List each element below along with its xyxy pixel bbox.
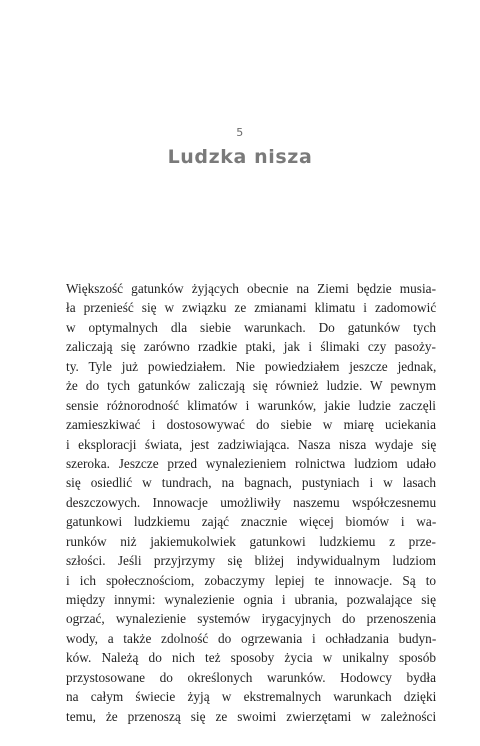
text-line: wody, a także zdolność do ogrzewania i ochładzania budyn- <box>66 630 437 646</box>
text-line: zamieszkiwać i dostosowywać do siebie w miarę uciekania <box>66 417 436 433</box>
text-line: ła przenieść się w związku ze zmianami klimatu i zadomowić <box>66 300 437 316</box>
text-line: sensie różnorodność klimatów i warunków, jakie ludzie zaczęli <box>66 397 436 413</box>
text-line: ogrzać, wynalezienie systemów irygacyjnych do przenoszenia <box>66 611 436 627</box>
text-line: zaliczają się zarówno rzadkie ptaki, jak i ślimaki czy pasoży- <box>66 339 436 355</box>
text-line: między innymi: wynalezienie ognia i ubrania, pozwalające się <box>66 592 436 607</box>
text-line: przystosowane do określonych warunków. Hodowcy bydła <box>66 669 436 685</box>
text-line: szłości. Jeśli przyjrzymy się bliżej indywidualnym ludziom <box>66 553 436 569</box>
body-text <box>66 279 436 726</box>
chapter-title: Ludzka nisza <box>167 146 313 168</box>
text-line: i eksploracji świata, jest zadziwiająca. Nasza nisza wydaje się <box>66 436 437 452</box>
text-line: na całym świecie żyją w ekstremalnych warunkach dzięki <box>66 689 437 705</box>
text-line: Większość gatunków żyjących obecnie na Ziemi będzie musia- <box>66 281 436 296</box>
text-line: w optymalnych dla siebie warunkach. Do gatunków tych <box>66 319 436 335</box>
text-line: temu, że przenoszą się ze swoimi zwierzętami w zależności <box>66 708 437 724</box>
text-line: szeroka. Jeszcze przed wynalezieniem rolnictwa ludziom udało <box>66 455 437 471</box>
text-line: ków. Należą do nich też sposoby życia w unikalny sposób <box>66 650 436 666</box>
text-line: że do tych gatunków zaliczają się również ludzie. W pewnym <box>66 378 437 394</box>
text-line: się osiedlić w tundrach, na bagnach, pustyniach i w lasach <box>66 475 436 491</box>
chapter-number: 5 <box>236 126 244 139</box>
text-line: runków niż jakiemukolwiek gatunkowi ludzkiemu z prze- <box>66 533 436 549</box>
text-line: ty. Tyle już powiedziałem. Nie powiedziałem jeszcze jednak, <box>66 358 437 374</box>
text-line: gatunkowi ludzkiemu zająć znacznie więcej biomów i wa- <box>66 514 437 530</box>
text-line: i ich społecznościom, zobaczymy lepiej te innowacje. Są to <box>66 572 437 588</box>
text-line: deszczowych. Innowacje umożliwiły naszemu współczesnemu <box>66 494 437 510</box>
